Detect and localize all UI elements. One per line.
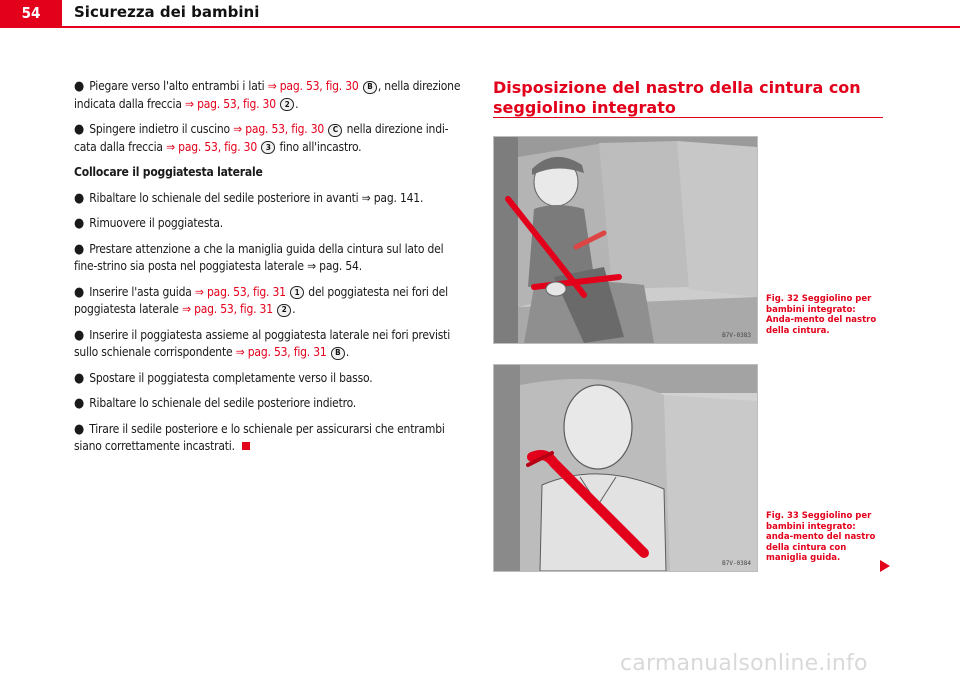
cross-reference-link[interactable]: ⇒ pag. 53, fig. 30	[267, 79, 359, 93]
arrow-icon: ⇒	[235, 345, 245, 359]
figure-33-caption: Fig. 33 Seggiolino per bambini integrato: anda-mento del nastro della cintura con maniglia guida.	[766, 511, 876, 563]
callout-badge: 2	[277, 304, 291, 317]
child-seat-belt-illustration	[494, 137, 757, 343]
bullet-icon: ●	[74, 79, 85, 94]
cross-reference-link[interactable]: ⇒ pag. 53, fig. 31	[194, 284, 286, 299]
continue-arrow-icon	[880, 560, 890, 572]
header-rule	[0, 26, 960, 28]
subheading: Collocare il poggiatesta laterale	[74, 165, 263, 179]
bullet-icon: ●	[74, 284, 85, 300]
callout-badge: B	[363, 81, 377, 94]
step-fold-back: ● Ribaltare lo schienale del sedile posteriore indietro.	[74, 396, 357, 411]
chapter-title: Sicurezza dei bambini	[74, 3, 260, 21]
callout-badge: 1	[290, 286, 304, 299]
step-fold-backrest: ● Ribaltare lo schienale del sedile posteriore in avanti ⇒ pag. 141.	[74, 190, 424, 206]
figure-code: B7V-0383	[722, 332, 751, 339]
end-of-section-icon	[242, 442, 250, 450]
section-rule	[493, 117, 883, 118]
arrow-icon: ⇒	[307, 259, 316, 273]
bullet-icon: ●	[74, 421, 85, 437]
instructions-column	[74, 78, 466, 464]
step-check-belt-guide: ● Prestare attenzione a che la maniglia guida della cintura sul lato del fine-strino sia posta nel poggiatesta laterale ⇒ pag. 54.	[74, 241, 444, 273]
step-fold-sides: ● Piegare verso l'alto entrambi i lati ⇒ pag. 53, fig. 30 B , nella direzione indicata dalla freccia ⇒ pag. 53, fig. 30 2 .	[74, 79, 461, 111]
bullet-icon: ●	[74, 190, 85, 206]
page-number: 54	[0, 0, 62, 26]
arrow-icon: ⇒	[267, 79, 277, 93]
page-reference: pag. 141.	[373, 190, 424, 205]
step-insert-guide-rod: ● Inserire l'asta guida ⇒ pag. 53, fig. 31 1 del poggiatesta nei fori del poggiatesta laterale ⇒ pag. 53, fig. 31 2 .	[74, 284, 448, 316]
bullet-icon: ●	[74, 327, 85, 343]
page-header	[0, 0, 960, 28]
bullet-icon: ●	[74, 122, 85, 137]
arrow-icon: ⇒	[184, 96, 194, 111]
step-check-locked: ● Tirare il sedile posteriore e lo schienale per assicurarsi che entrambi siano correttamente incastrati.	[74, 421, 445, 453]
cross-reference-link[interactable]: ⇒ pag. 53, fig. 31	[235, 345, 327, 359]
arrow-icon: ⇒	[233, 122, 243, 136]
section-title: Disposizione del nastro della cintura con seggiolino integrato	[493, 78, 861, 117]
cross-reference-link[interactable]: ⇒ pag. 53, fig. 30	[166, 139, 257, 154]
step-lower-headrest: ● Spostare il poggiatesta completamente verso il basso.	[74, 370, 373, 386]
cross-reference-link[interactable]: ⇒ pag. 53, fig. 31	[181, 302, 273, 316]
bullet-icon: ●	[74, 396, 85, 411]
figure-32	[493, 136, 758, 344]
bullet-icon: ●	[74, 241, 85, 257]
figure-code: B7V-0384	[722, 560, 751, 567]
step-remove-headrest: ● Rimuovere il poggiatesta.	[74, 216, 223, 231]
arrow-icon: ⇒	[361, 190, 371, 205]
callout-badge: B	[331, 347, 345, 360]
step-insert-headrest: ● Inserire il poggiatesta assieme al poggiatesta laterale nei fori previsti sullo schienale corrispondente ⇒ pag. 53, fig. 31 B .	[74, 327, 451, 359]
child-seat-belt-guide-illustration	[494, 365, 757, 571]
callout-badge: 2	[280, 98, 294, 111]
cross-reference-link[interactable]: ⇒ pag. 53, fig. 30	[233, 122, 325, 136]
callout-badge: 3	[261, 141, 275, 154]
bullet-icon: ●	[74, 216, 85, 231]
step-push-cushion: ● Spingere indietro il cuscino ⇒ pag. 53, fig. 30 C nella direzione indi-cata dalla freccia ⇒ pag. 53, fig. 30 3 fino all'incastro.	[74, 122, 449, 154]
bullet-icon: ●	[74, 370, 85, 386]
arrow-icon: ⇒	[194, 284, 204, 299]
arrow-icon: ⇒	[181, 302, 191, 316]
arrow-icon: ⇒	[166, 139, 175, 154]
figure-32-caption: Fig. 32 Seggiolino per bambini integrato: Anda-mento del nastro della cintura.	[766, 294, 877, 336]
figure-33	[493, 364, 758, 572]
callout-badge: C	[328, 124, 342, 137]
page-reference: pag. 54.	[319, 259, 362, 273]
watermark: carmanualsonline.info	[620, 651, 868, 676]
cross-reference-link[interactable]: ⇒ pag. 53, fig. 30	[184, 96, 276, 111]
